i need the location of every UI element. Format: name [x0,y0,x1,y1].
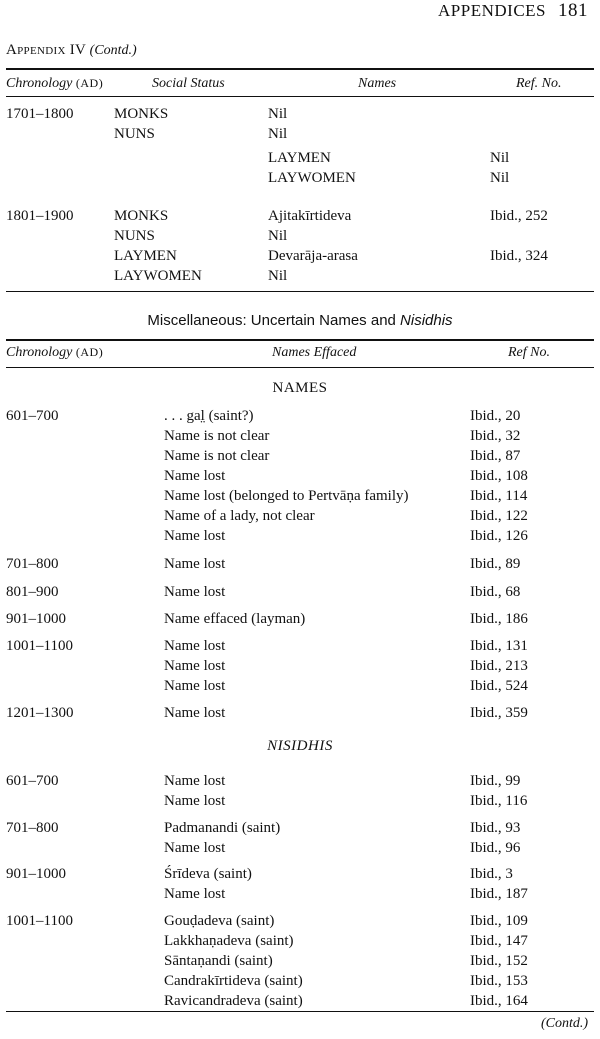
table1-row-period: 1701–1800 [6,106,74,122]
appendix-title [6,42,137,59]
table1-row-name: Nil [268,228,288,244]
table1-header-chronology-text: Chronology [6,76,73,91]
nisidhis-row-name: Candrakīrtideva (saint) [164,973,303,989]
names-row-name: Name of a lady, not clear [164,508,315,524]
names-row-ref: Ibid., 122 [470,508,528,524]
table2-top-rule [6,339,594,341]
table1-row-name: LAYWOMEN [268,170,356,186]
nisidhis-row-ref: Ibid., 152 [470,953,528,969]
continued-note: (Contd.) [540,1016,588,1031]
table2-header-chronology-text: Chronology [6,345,73,360]
nisidhis-row-period: 701–800 [6,820,59,836]
names-row-name: Name lost (belonged to Pertvāṇa family) [164,488,409,504]
running-header-title: APPENDICES [438,1,546,20]
table1-bottom-rule [6,291,594,292]
table1-row-period: 1801–1900 [6,208,74,224]
table2-header-chronology [6,345,103,361]
nisidhis-row-ref: Ibid., 96 [470,840,521,856]
nisidhis-row-period: 601–700 [6,773,59,789]
names-row-ref: Ibid., 20 [470,408,521,424]
table1-row-ref: Ibid., 252 [490,208,548,224]
table2-bottom-rule [6,1011,594,1012]
nisidhis-row-ref: Ibid., 187 [470,886,528,902]
names-row-ref: Ibid., 89 [470,556,521,572]
table1-row-status: LAYMEN [114,248,177,264]
nisidhis-row-ref: Ibid., 99 [470,773,521,789]
names-row-period: 601–700 [6,408,59,424]
table1-row-name: Nil [268,126,288,142]
names-group-label: NAMES [272,380,328,396]
nisidhis-row-name: Ravicandradeva (saint) [164,993,303,1009]
nisidhis-row-name: Sāntaṇandi (saint) [164,953,273,969]
table1-header-ref: Ref. No. [516,76,562,91]
table1-row-name: Ajitakīrtideva [268,208,352,224]
names-row-ref: Ibid., 131 [470,638,528,654]
nisidhis-group-label: NISIDHIS [267,738,333,754]
nisidhis-row-ref: Ibid., 109 [470,913,528,929]
names-row-name: Name lost [164,556,226,572]
table1-row-status: MONKS [114,208,169,224]
nisidhis-row-period: 1001–1100 [6,913,73,929]
nisidhis-row-period: 901–1000 [6,866,66,882]
names-row-ref: Ibid., 186 [470,611,528,627]
names-row-ref: Ibid., 213 [470,658,528,674]
nisidhis-row-ref: Ibid., 3 [470,866,513,882]
names-row-period: 701–800 [6,556,59,572]
table1-header-rule [6,96,594,97]
names-row-name: Name lost [164,468,226,484]
nisidhis-row-name: Name lost [164,840,226,856]
table2-header-rule [6,367,594,368]
names-row-name: Name effaced (layman) [164,611,306,627]
nisidhis-row-name: Name lost [164,886,226,902]
names-row-ref: Ibid., 359 [470,705,528,721]
nisidhis-row-ref: Ibid., 147 [470,933,528,949]
table1-row-status: NUNS [114,228,155,244]
nisidhis-row-ref: Ibid., 116 [470,793,528,809]
names-row-name: Name lost [164,528,226,544]
table1-header-chronology-unit: (AD) [75,76,104,90]
table2-header-ref: Ref No. [508,345,550,360]
table1-row-status: MONKS [114,106,169,122]
misc-heading [0,312,600,329]
names-row-ref: Ibid., 114 [470,488,528,504]
names-row-name: Name is not clear [164,448,270,464]
nisidhis-row-name: Śrīdeva (saint) [164,866,252,882]
names-row-ref: Ibid., 524 [470,678,528,694]
nisidhis-row-ref: Ibid., 153 [470,973,528,989]
names-row-name: Name lost [164,678,226,694]
names-row-name: Name lost [164,658,226,674]
nisidhis-row-ref: Ibid., 164 [470,993,528,1009]
table1-row-ref: Nil [490,150,510,166]
misc-heading-italic: Nisidhis [400,312,453,329]
names-row-ref: Ibid., 87 [470,448,521,464]
names-row-period: 1201–1300 [6,705,74,721]
table1-header-chronology [6,76,103,92]
names-row-name: Name lost [164,705,226,721]
page-number: 181 [558,0,588,21]
table2-header-chronology-unit: (AD) [75,345,104,359]
nisidhis-row-name: Lakkhaṇadeva (saint) [164,933,294,949]
nisidhis-row-name: Padmanandi (saint) [164,820,281,836]
running-header [438,0,588,22]
table1-row-name: Devarāja-arasa [268,248,358,264]
table1-row-ref: Nil [490,170,510,186]
table1-row-ref: Ibid., 324 [490,248,548,264]
names-row-ref: Ibid., 32 [470,428,521,444]
names-row-name: Name lost [164,584,226,600]
names-row-ref: Ibid., 68 [470,584,521,600]
names-row-period: 901–1000 [6,611,66,627]
table1-row-status: LAYWOMEN [114,268,202,284]
names-row-name: . . . gal̤ (saint?) [164,408,254,424]
names-row-name: Name is not clear [164,428,270,444]
nisidhis-row-name: Name lost [164,773,226,789]
table1-row-status: NUNS [114,126,155,142]
table1-row-name: Nil [268,106,288,122]
table1-row-name: LAYMEN [268,150,331,166]
misc-heading-text: Miscellaneous: Uncertain Names and [147,312,401,329]
names-row-ref: Ibid., 126 [470,528,528,544]
table1-row-name: Nil [268,268,288,284]
appendix-title-suffix: (Contd.) [89,43,137,58]
table1-header-names: Names [358,76,397,91]
nisidhis-row-ref: Ibid., 93 [470,820,521,836]
appendix-title-prefix: Appendix IV [6,42,87,58]
names-row-period: 801–900 [6,584,59,600]
nisidhis-row-name: Name lost [164,793,226,809]
table1-top-rule [6,68,594,70]
table2-header-names: Names Effaced [272,345,357,360]
names-row-ref: Ibid., 108 [470,468,528,484]
nisidhis-row-name: Gouḍadeva (saint) [164,913,275,929]
table1-header-status: Social Status [152,76,225,91]
names-row-period: 1001–1100 [6,638,73,654]
names-row-name: Name lost [164,638,226,654]
